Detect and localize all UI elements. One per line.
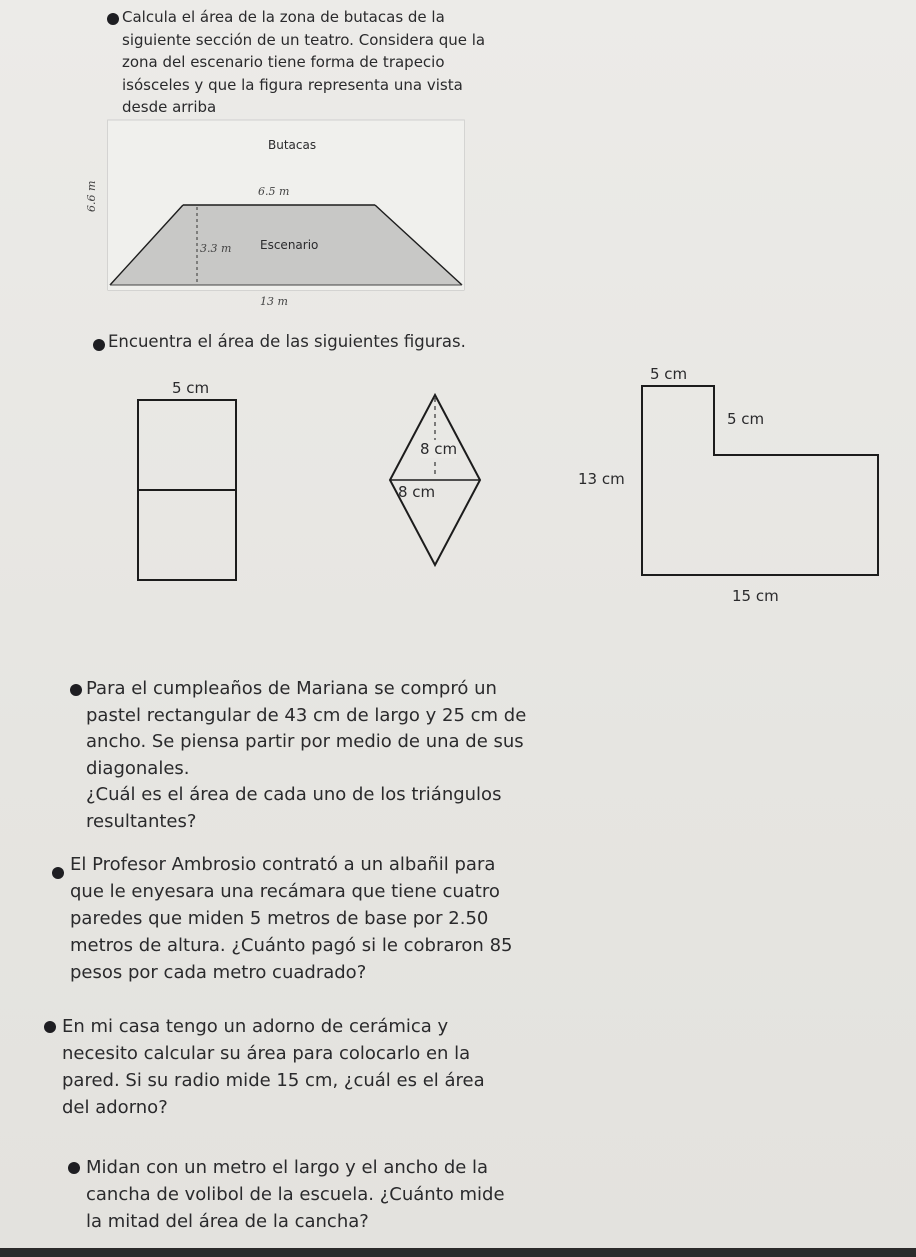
height-label: 3.3 m bbox=[200, 242, 232, 255]
top-base-label: 6.5 m bbox=[258, 185, 290, 198]
square-side-label: 5 cm bbox=[172, 379, 210, 397]
escenario-label: Escenario bbox=[260, 238, 319, 252]
problem-teatro: Calcula el área de la zona de butacas de la siguiente sección de un teatro. Considera que la zona del escenario tiene forma de trapecio isósceles y que la figura representa una vista desde arriba bbox=[122, 8, 486, 116]
problem-albanil: El Profesor Ambrosio contrató a un albañil para que le enyesara una recámara que tiene cuatro paredes que miden 5 metros de base por 2.50 metros de altura. ¿Cuánto pagó si le cobraron 85 pesos por cada metro cuadrado? bbox=[70, 854, 513, 983]
lshape-left-label: 13 cm bbox=[578, 470, 625, 488]
photo-bottom-edge bbox=[0, 1248, 916, 1257]
problem-adorno: En mi casa tengo un adorno de cerámica y necesito calcular su área para colocarlo en la pared. Si su radio mide 15 cm, ¿cuál es el área del adorno? bbox=[62, 1016, 485, 1118]
butacas-label: Butacas bbox=[268, 138, 317, 152]
bullet-adorno bbox=[44, 1021, 56, 1033]
lshape-step-label: 5 cm bbox=[727, 410, 765, 428]
bottom-base-label: 13 m bbox=[260, 295, 288, 308]
problem-figuras: Encuentra el área de las siguientes figuras. bbox=[108, 332, 466, 351]
bullet-cancha bbox=[68, 1162, 80, 1174]
bullet-pastel bbox=[70, 684, 82, 696]
problem-pastel: Para el cumpleaños de Mariana se compró un pastel rectangular de 43 cm de largo y 25 cm de ancho. Se piensa partir por medio de una de sus diagonales. ¿Cuál es el área de cada uno de los triángulos resultantes? bbox=[86, 678, 527, 832]
lshape-bottom-label: 15 cm bbox=[732, 587, 779, 605]
problem-cancha: Midan con un metro el largo y el ancho de la cancha de volibol de la escuela. ¿Cuánto mide la mitad del área de la cancha? bbox=[86, 1157, 505, 1232]
bullet-albanil bbox=[52, 867, 64, 879]
side-label: 6.6 m bbox=[85, 180, 98, 212]
lshape-top-label: 5 cm bbox=[650, 365, 688, 383]
rhombus-diag2-label: 8 cm bbox=[398, 483, 436, 501]
rhombus-diag1-label: 8 cm bbox=[420, 440, 458, 458]
